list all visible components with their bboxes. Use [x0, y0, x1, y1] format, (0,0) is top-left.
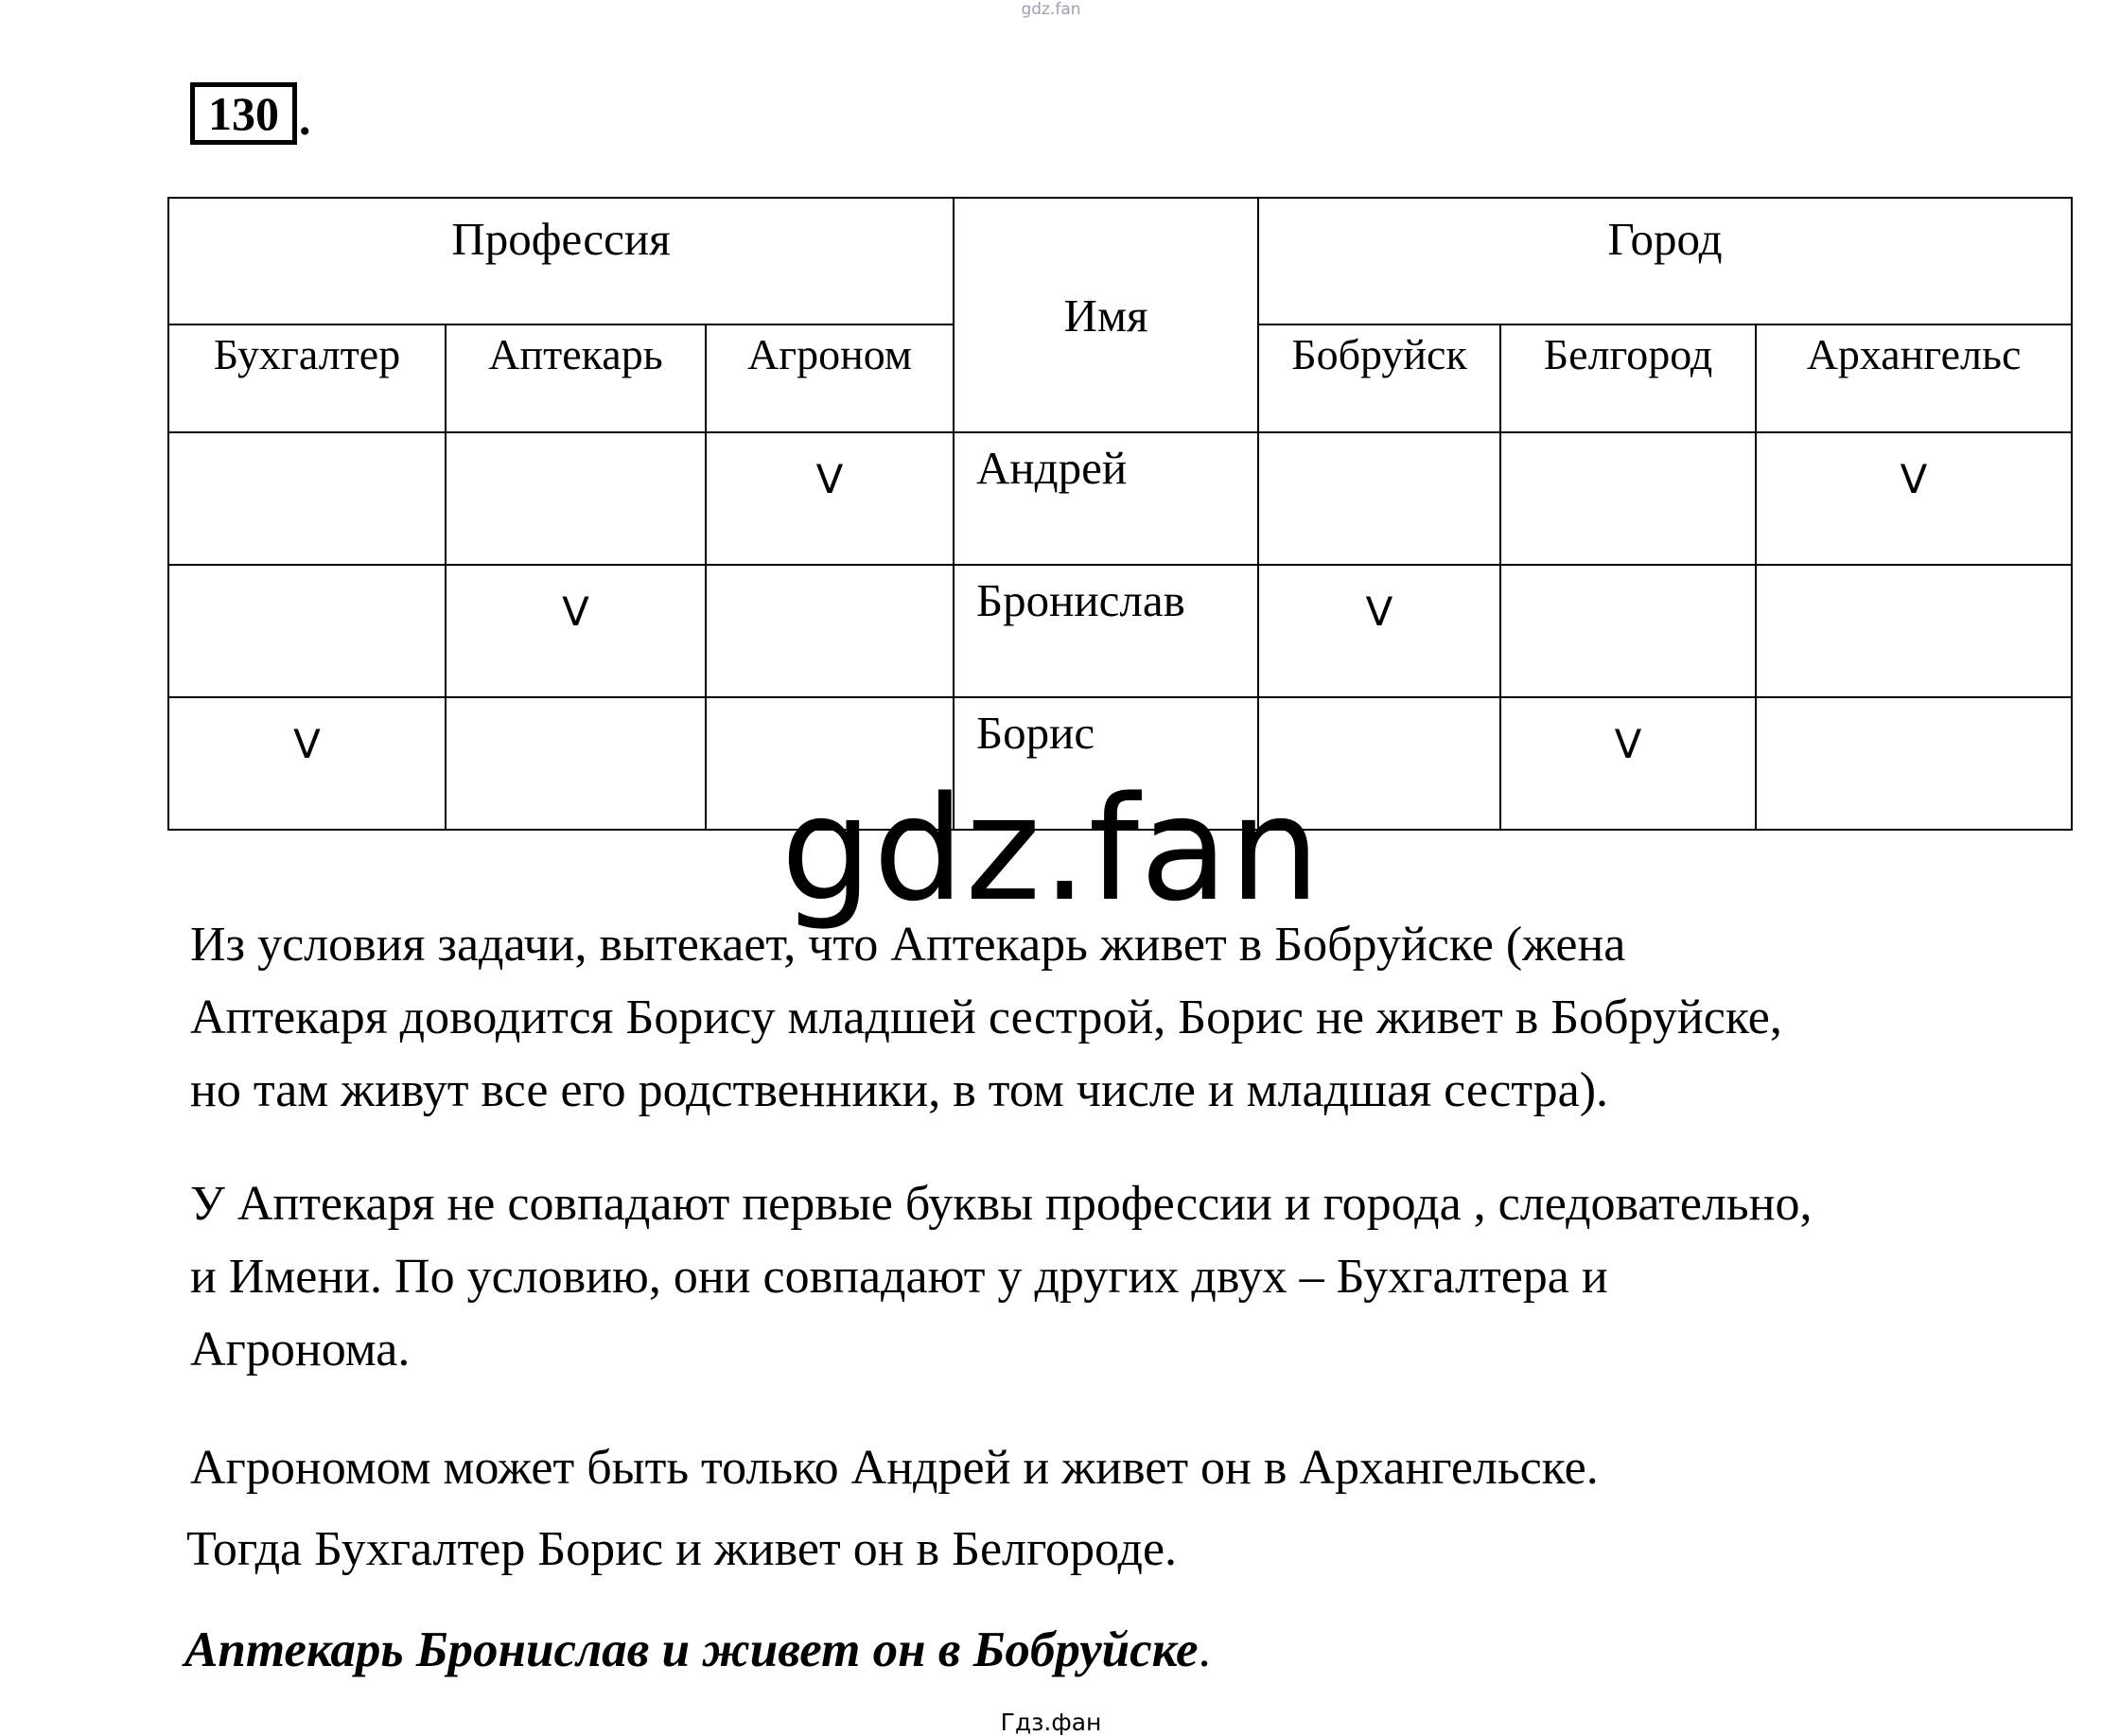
paragraph-line: но там живут все его родственники, в том числе и младшая сестра). — [190, 1063, 1609, 1117]
logic-table — [167, 197, 2073, 831]
check-mark — [1259, 698, 1499, 721]
paragraph-3 — [186, 1428, 1599, 1590]
check-mark: V — [815, 456, 844, 502]
row-name: Борис — [954, 697, 1258, 830]
paragraph-1 — [190, 908, 1782, 1127]
check-mark — [1757, 698, 2071, 721]
task-number-label — [190, 82, 311, 145]
final-answer-text: Аптекарь Бронислав и живет он в Бобруйске — [184, 1622, 1199, 1677]
final-answer-dot: . — [1198, 1622, 1211, 1677]
check-mark — [1501, 433, 1755, 456]
header-agronomist: Агроном — [706, 324, 954, 432]
check-mark: V — [1365, 588, 1393, 635]
check-mark — [447, 433, 705, 456]
paragraph-line: Агрономом может быть только Андрей и живет он в Архангельске. — [190, 1441, 1599, 1495]
header-city: Город — [1258, 198, 2072, 324]
check-mark — [1259, 433, 1499, 456]
header-pharmacist: Аптекарь — [446, 324, 706, 432]
check-mark: V — [1614, 721, 1642, 767]
header-profession: Профессия — [168, 198, 954, 324]
check-mark: V — [293, 721, 321, 767]
check-mark — [169, 433, 445, 456]
task-number: 130 — [190, 82, 297, 145]
paragraph-2 — [190, 1167, 1812, 1386]
header-bobruisk: Бобруйск — [1258, 324, 1500, 432]
check-mark — [707, 698, 953, 721]
row-name: Андрей — [954, 432, 1258, 565]
check-mark: V — [1900, 456, 1928, 502]
final-answer — [184, 1614, 1211, 1687]
task-number-dot: . — [299, 92, 311, 145]
center-watermark: gdz.fan — [780, 765, 1322, 933]
check-mark — [447, 698, 705, 721]
check-mark — [1757, 566, 2071, 588]
paragraph-line: Агронома. — [190, 1323, 411, 1377]
row-name: Бронислав — [954, 565, 1258, 697]
table-row — [168, 432, 2072, 565]
header-belgorod: Белгород — [1500, 324, 1756, 432]
paragraph-line: и Имени. По условию, они совпадают у других двух – Бухгалтера и — [190, 1250, 1608, 1304]
check-mark — [169, 566, 445, 588]
header-name: Имя — [954, 198, 1258, 432]
paragraph-line: Аптекаря доводится Борису младшей сестрой, Борис не живет в Бобруйске, — [190, 991, 1782, 1044]
check-mark — [707, 566, 953, 588]
top-watermark: gdz.fan — [1021, 0, 1081, 19]
header-arkhangelsk: Архангельс — [1756, 324, 2072, 432]
check-mark — [1501, 566, 1755, 588]
check-mark: V — [562, 588, 589, 635]
paragraph-line: Из условия задачи, вытекает, что Аптекарь живет в Бобруйске (жена — [190, 918, 1626, 972]
bottom-watermark: Гдз.фан — [1000, 1709, 1102, 1736]
header-accountant: Бухгалтер — [168, 324, 446, 432]
table-row — [168, 565, 2072, 697]
paragraph-line: Тогда Бухгалтер Борис и живет он в Белгороде. — [186, 1522, 1178, 1576]
paragraph-line: У Аптекаря не совпадают первые буквы профессии и города , следовательно, — [190, 1177, 1813, 1231]
